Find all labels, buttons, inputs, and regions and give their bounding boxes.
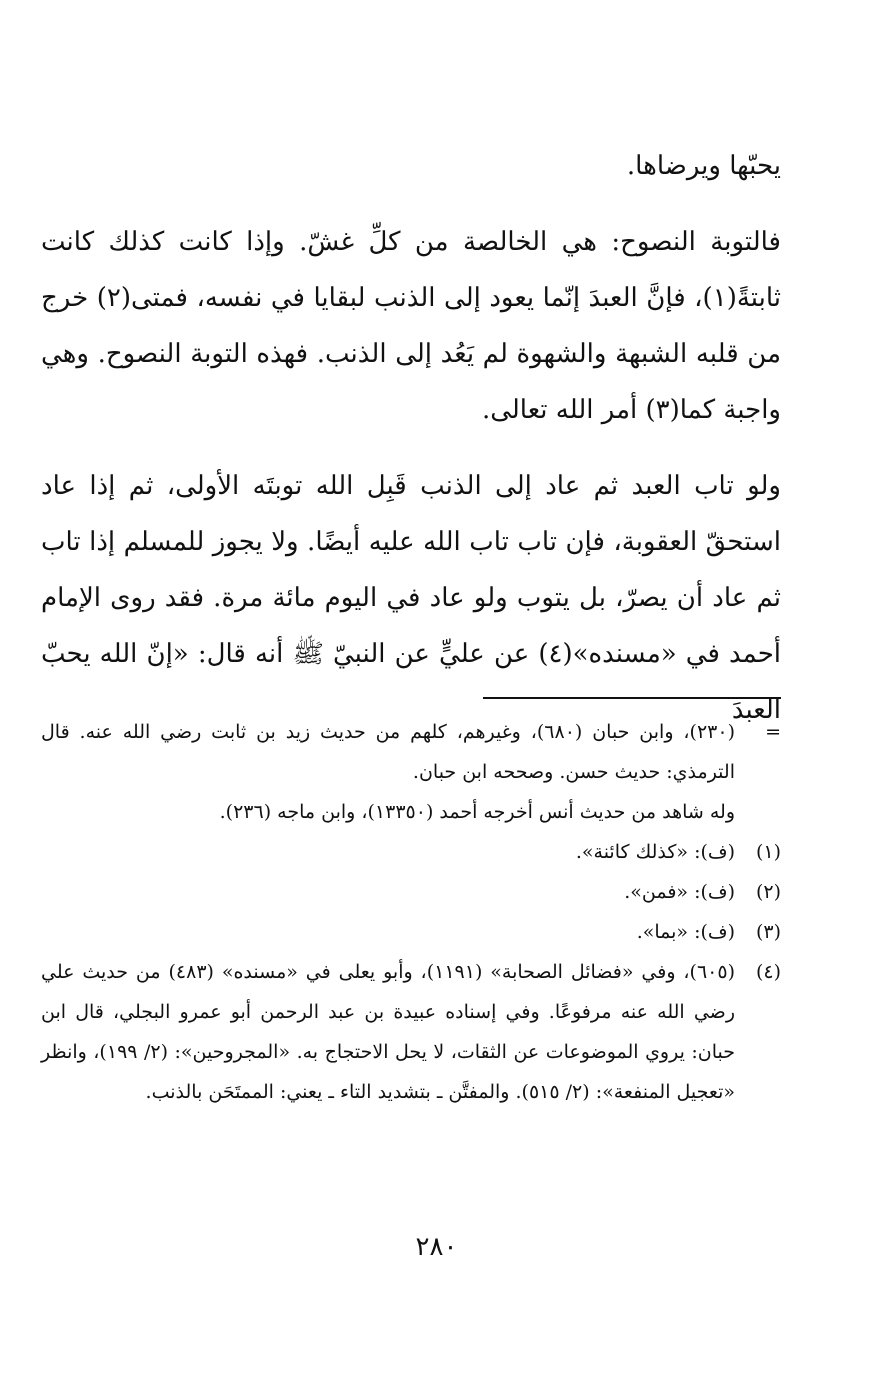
footnote-number: (٤) — [755, 961, 781, 983]
footnote-text: (٢٣٠)، وابن حبان (٦٨٠)، وغيرهم، كلهم من حديث زيد بن ثابت رضي الله عنه. قال الترمذي: حديث حسن. وصححه ابن حبان. — [41, 721, 735, 783]
footnote-text: وله شاهد من حديث أنس أخرجه أحمد (١٣٣٥٠)، وابن ماجه (٢٣٦). — [219, 801, 735, 823]
footnotes — [41, 712, 781, 1112]
footnote-text: (ف): «بما». — [636, 921, 735, 943]
footnote-number: (٢) — [755, 881, 781, 903]
footnote-number: (١) — [755, 841, 781, 863]
page-number: ٢٨٠ — [415, 1232, 458, 1262]
footnote-continuation — [41, 712, 781, 792]
paragraph: فالتوبة النصوح: هي الخالصة من كلِّ غشّ. وإذا كانت كذلك كانت ثابتةً(١)، فإنَّ العبدَ إنّما يعود إلى الذنب لبقايا في نفسه، فمتى(٢) خرج من قلبه الشبهة والشهوة لم يَعُد إلى الذنب. فهذه التوبة النصوح. وهي واجبة كما(٣) أمر الله تعالى. — [41, 227, 782, 425]
footnote-4 — [41, 952, 781, 1112]
continuation-mark: = — [765, 721, 781, 743]
main-text — [41, 138, 781, 738]
footnote-number: (٣) — [755, 921, 781, 943]
paragraph: يحبّها ويرضاها. — [626, 151, 781, 181]
footnote-2 — [41, 872, 781, 912]
footnote-divider — [483, 697, 781, 699]
footnote-text: (ف): «فمن». — [624, 881, 735, 903]
footnote-1 — [41, 832, 781, 872]
paragraph: ولو تاب العبد ثم عاد إلى الذنب قَبِل الله توبتَه الأولى، ثم إذا عاد استحقّ العقوبة، فإن تاب تاب الله عليه أيضًا. ولا يجوز للمسلم إذا تاب ثم عاد أن يصرّ، بل يتوب ولو عاد في اليوم مائة مرة. فقد روى الإمام أحمد في «مسنده»(٤) عن عليٍّ عن النبيّ ﷺ أنه قال: «إنّ الله يحبّ العبدَ — [41, 471, 781, 725]
footnote-3 — [41, 912, 781, 952]
footnote-text: (٦٠٥)، وفي «فضائل الصحابة» (١١٩١)، وأبو يعلى في «مسنده» (٤٨٣) من حديث علي رضي الله عنه مرفوعًا. وفي إسناده عبيدة بن عبد الرحمن أبو عمرو البجلي، قال ابن حبان: يروي الموضوعات عن الثقات، لا يحل الاحتجاج به. «المجروحين»: (٢/ ١٩٩)، وانظر «تعجيل المنفعة»: (٢/ ٥١٥). والمفتَّن ـ بتشديد التاء ـ يعني: الممتَحَن بالذنب. — [41, 961, 735, 1103]
footnote-text: (ف): «كذلك كائنة». — [575, 841, 735, 863]
